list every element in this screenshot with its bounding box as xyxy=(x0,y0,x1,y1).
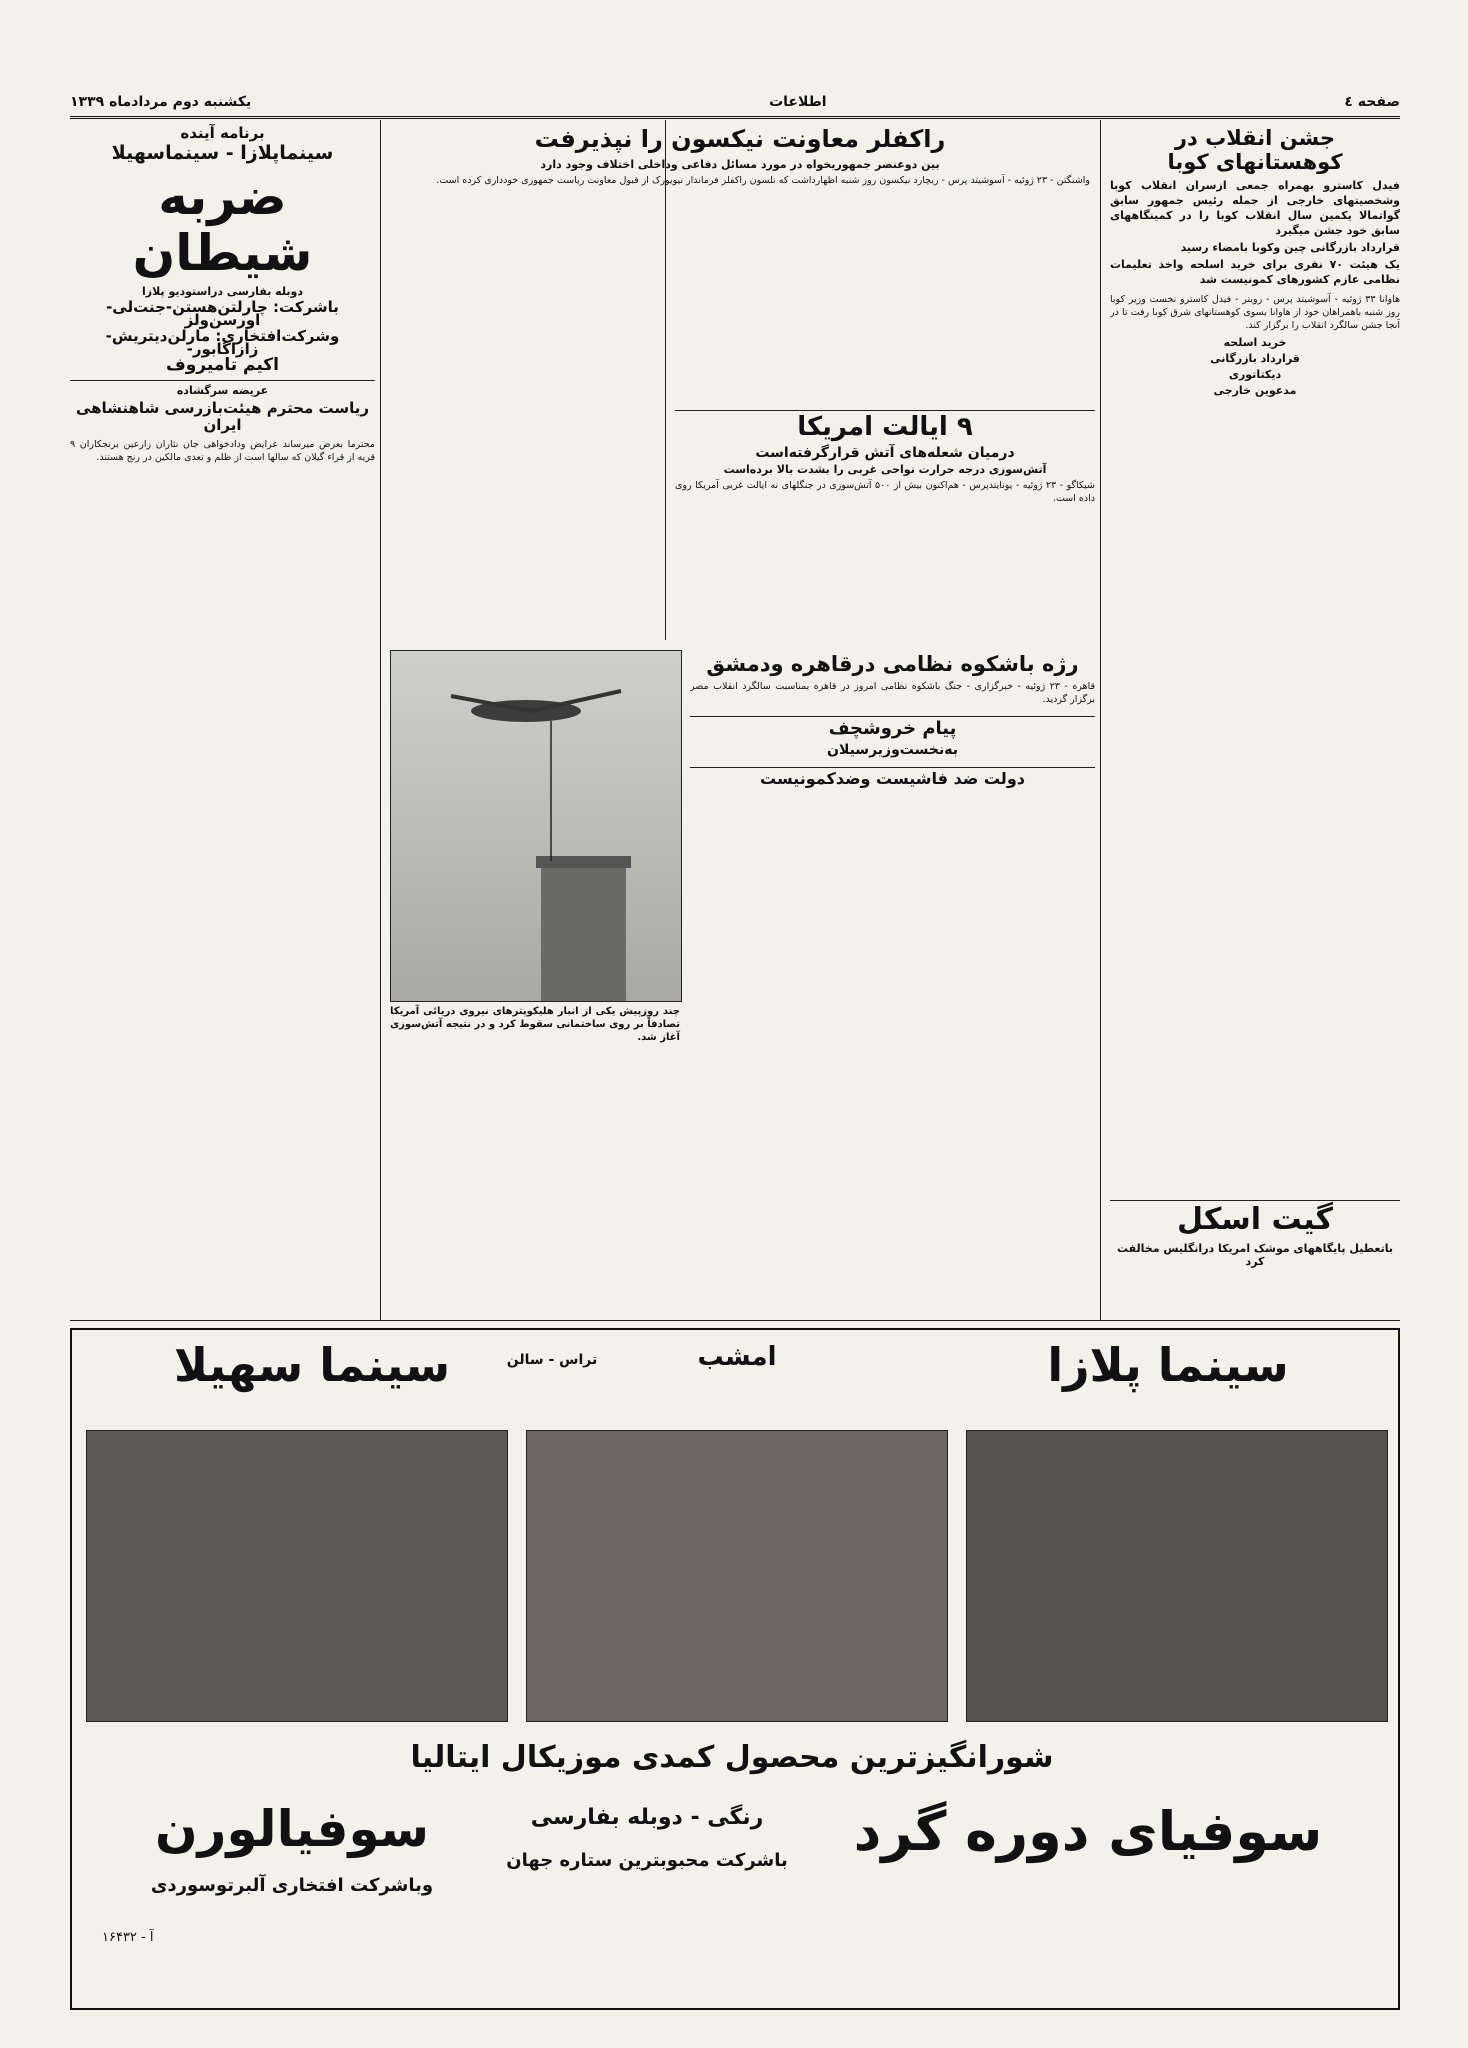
tower-shape xyxy=(541,861,626,1001)
middle-body: قاهره - ۲۳ ژوئیه - خبرگزاری - جنگ باشکوه نظامی امروز در قاهره بمناسبت سالگرد انقلاب مصر برگزار گردید. xyxy=(690,681,1095,706)
fires-subhead: آتش‌سوزی درجه حرارت نواحی غربی را بشدت بالا برده‌است xyxy=(723,462,1047,476)
gaitskell-title: گیت اسکل xyxy=(1177,1202,1333,1237)
ad-cinema-soheila: سینما سهیلا xyxy=(173,1338,451,1392)
ad-star-line: باشرکت محبوبترین ستاره جهان xyxy=(506,1850,788,1871)
cuba-bullet: قرارداد بازرگانی چین وکوبا بامضاء رسید xyxy=(1180,241,1400,255)
cuba-bullet: فیدل کاسترو بهمراه جمعی ازسران انقلاب کوبا وشخصیتهای خارجی از جمله رئیس جمهور سابق گواتمالا یکمین سال انقلاب کوبا را در کمینگاههای سابق خود جشن میگیرد xyxy=(1110,179,1400,238)
nixon-subhead: بین دوعنصر جمهوریخواه در مورد مسائل دفاعی وداخلی اختلاف وجود دارد xyxy=(540,157,940,171)
article-fires xyxy=(675,410,1095,641)
issue-date: یکشنبه دوم مردادماه ۱۳۳۹ xyxy=(70,94,252,110)
program-dubbing: دوبله بفارسی دراستودیو پلازا xyxy=(142,284,303,298)
program-column xyxy=(70,124,375,1319)
nixon-headline: راکفلر معاونت نیکسون را نپذیرفت xyxy=(534,125,946,153)
cuba-subhead: مدعوین خارجی xyxy=(1213,384,1297,398)
helicopter-illustration xyxy=(391,651,681,1001)
cuba-headline: جشن انقلاب در کوهستانهای کوبا xyxy=(1167,126,1343,175)
fascism-title: دولت ضد فاشیست وضدکمونیست xyxy=(760,768,1025,788)
paper-name: اطلاعات xyxy=(769,94,827,110)
petition-label: عریضه سرگشاده xyxy=(176,383,269,397)
photo-caption: چند روزپیش یکی از انبار هلیکوپترهای نیروی دریائی آمریکا تصادفاً بر روی ساختمانی سقوط کرد و در نتیجه آتش‌سوزی آغاز شد. xyxy=(390,1006,680,1043)
ad-terrace: تراس - سالن xyxy=(506,1352,598,1368)
ad-film-title: سوفیای دوره گرد xyxy=(853,1800,1323,1863)
ad-guest: وباشرکت افتخاری آلبرتوسوردی xyxy=(150,1875,434,1896)
cuba-body: هاوانا ۳۳ ژوئیه - آسوشیتد پرس - رویتر - فیدل کاسترو نخست وزیر کوبا روز شنبه باهمراهان خود از هاوانا بسوی کوهستانهای شرق کوبا رفت تا در آنجا جشن سالگرد انقلاب را برگزار کند. xyxy=(1110,294,1400,332)
cuba-subhead: دیکتاتوری xyxy=(1228,368,1282,382)
column-rule xyxy=(1100,120,1101,1320)
column-rule xyxy=(380,120,381,1320)
cuba-subhead: قرارداد بازرگانی xyxy=(1210,352,1300,366)
ad-tonight: امشب xyxy=(697,1342,777,1372)
ad-color-dub: رنگی - دوبله بفارسی xyxy=(530,1805,764,1830)
damascus-headline: رژه باشکوه نظامی درقاهره ودمشق xyxy=(706,652,1079,676)
cuba-subhead: خرید اسلحه xyxy=(1223,336,1287,350)
ad-tagline: شورانگیزترین محصول کمدی موزیکال ایتالیا xyxy=(410,1740,1054,1775)
ad-photo xyxy=(86,1430,508,1722)
article-middle xyxy=(690,650,1095,1315)
program-stars: باشرکت: چارلتن‌هستن-جنت‌لی-اورسن‌ولز xyxy=(106,297,339,329)
petition-body: محترما بعرض میرساند عرایض ودادخواهی جان نثاران زارعین برنجکاران ۹ قریه از قراء گیلان که سالها است از ظلم و تعدی مالکین در رنج هستند. xyxy=(70,439,375,464)
fires-headline: ۹ ایالت امریکا xyxy=(797,412,973,442)
page-number: صفحه ٤ xyxy=(1344,94,1400,110)
cuba-bullet: یک هیئت ۷۰ نفری برای خرید اسلحه واخذ تعلیمات نظامی عازم کشورهای کمونیست شد xyxy=(1110,258,1400,287)
program-film: ضربه شیطان xyxy=(132,167,313,282)
fires-body: شیکاگو - ۲۳ ژوئیه - یونایتدپرس - هم‌اکنون بیش از ۵۰۰ آتش‌سوزی در جنگلهای نه ایالت غربی آمریکا روی داده است. xyxy=(675,479,1095,504)
masthead xyxy=(70,88,1400,119)
khrushchev-title: پیام خروشچف xyxy=(828,718,957,740)
article-cuba xyxy=(1110,124,1400,1319)
program-guest-stars: وشرکت‌افتخاری: مارلن‌دیتریش- زازاگابور- xyxy=(105,326,340,358)
program-title: برنامه آینده xyxy=(180,124,265,142)
nixon-body: واشنگتن - ۲۳ ژوئیه - آسوشیتد پرس - ریچارد نیکسون روز شنبه اظهارداشت که نلسون راکفلر فرماندار نیویورک از قبول معاونت ریاست جمهوری خودداری کرده است. xyxy=(436,174,1090,186)
ad-code: آ - ۱۶۴۳۲ xyxy=(102,1930,154,1945)
gaitskell-subhead: باتعطیل پایگاههای موشک امریکا درانگلیس مخالفت کرد xyxy=(1116,1241,1394,1268)
section-rule xyxy=(70,1320,1400,1321)
program-cinemas: سینماپلازا - سینماسهیلا xyxy=(111,142,334,164)
program-guest-star2: اکیم تامیروف xyxy=(165,354,280,375)
ad-cinema-plaza: سینما پلازا xyxy=(1047,1338,1289,1392)
article-gaitskell xyxy=(1110,1200,1400,1319)
petition-title: ریاست محترم هیئت‌بازرسی شاهنشاهی ایران xyxy=(75,398,370,435)
ad-photo xyxy=(526,1430,948,1722)
article-nixon xyxy=(390,124,1090,404)
khrushchev-subtitle: به‌نخست‌وزیرسیلان xyxy=(827,741,958,758)
ad-star: سوفیالورن xyxy=(154,1800,430,1858)
fires-subhead: درمیان شعله‌های آتش قرارگرفته‌است xyxy=(755,444,1015,461)
cinema-ad xyxy=(70,1328,1400,2010)
ad-photo xyxy=(966,1430,1388,1722)
helicopter-photo xyxy=(390,650,682,1002)
